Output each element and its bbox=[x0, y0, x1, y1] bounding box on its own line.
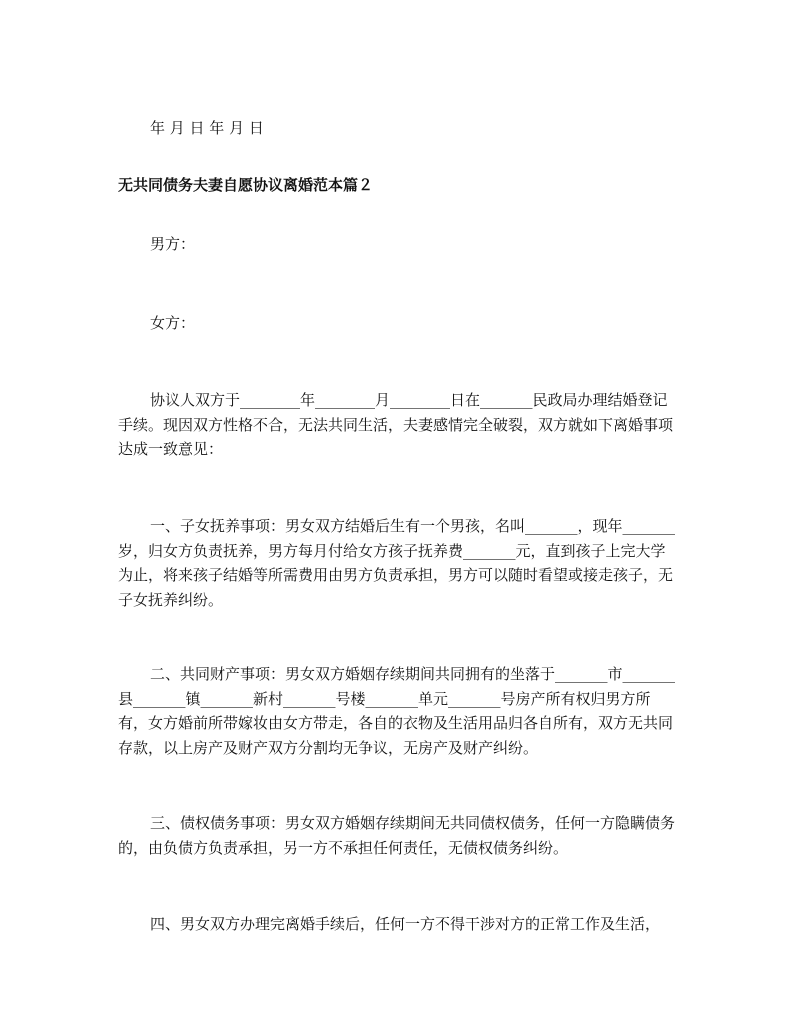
post-divorce-paragraph: 四、男女双方办理完离婚手续后，任何一方不得干涉对方的正常工作及生活， bbox=[150, 915, 661, 933]
agreement-intro-paragraph: 协议人双方于________年________月________日在_______民政局办理结婚登记手续。现因双方性格不合，无法共同生活，夫妻感情完全破裂，双方就如下离婚事项达成一致意见： bbox=[118, 391, 674, 458]
female-party-label: 女方： bbox=[150, 314, 196, 332]
child-custody-paragraph: 一、子女抚养事项：男女双方结婚后生有一个男孩，名叫_______，现年_______岁，归女方负责抚养，男方每月付给女方孩子抚养费_______元，直到孩子上完大学为止，将来孩子结婚等所需费用由男方负责承担，男方可以随时看望或接走孩子，无子女抚养纠纷。 bbox=[118, 517, 676, 609]
document-title: 无共同债务夫妻自愿协议离婚范本篇２ bbox=[118, 176, 374, 194]
debts-paragraph: 三、债权债务事项：男女双方婚姻存续期间无共同债权债务，任何一方隐瞒债务的，由负债方负责承担，另一方不承担任何责任，无债权债务纠纷。 bbox=[118, 814, 676, 857]
male-party-label: 男方： bbox=[150, 235, 196, 253]
date-line: 年 月 日 年 月 日 bbox=[150, 119, 264, 137]
joint-property-paragraph: 二、共同财产事项：男女双方婚姻存续期间共同拥有的坐落于_______市_______县_______镇_______新村_______号楼_______单元_______号房产所有权归男方所有，女方婚前所带嫁妆由女方带走，各自的衣物及生活用品归各自所有，双方无共同存款，以上房产及财产双方分割均无争议，无房产及财产纠纷。 bbox=[118, 665, 676, 757]
